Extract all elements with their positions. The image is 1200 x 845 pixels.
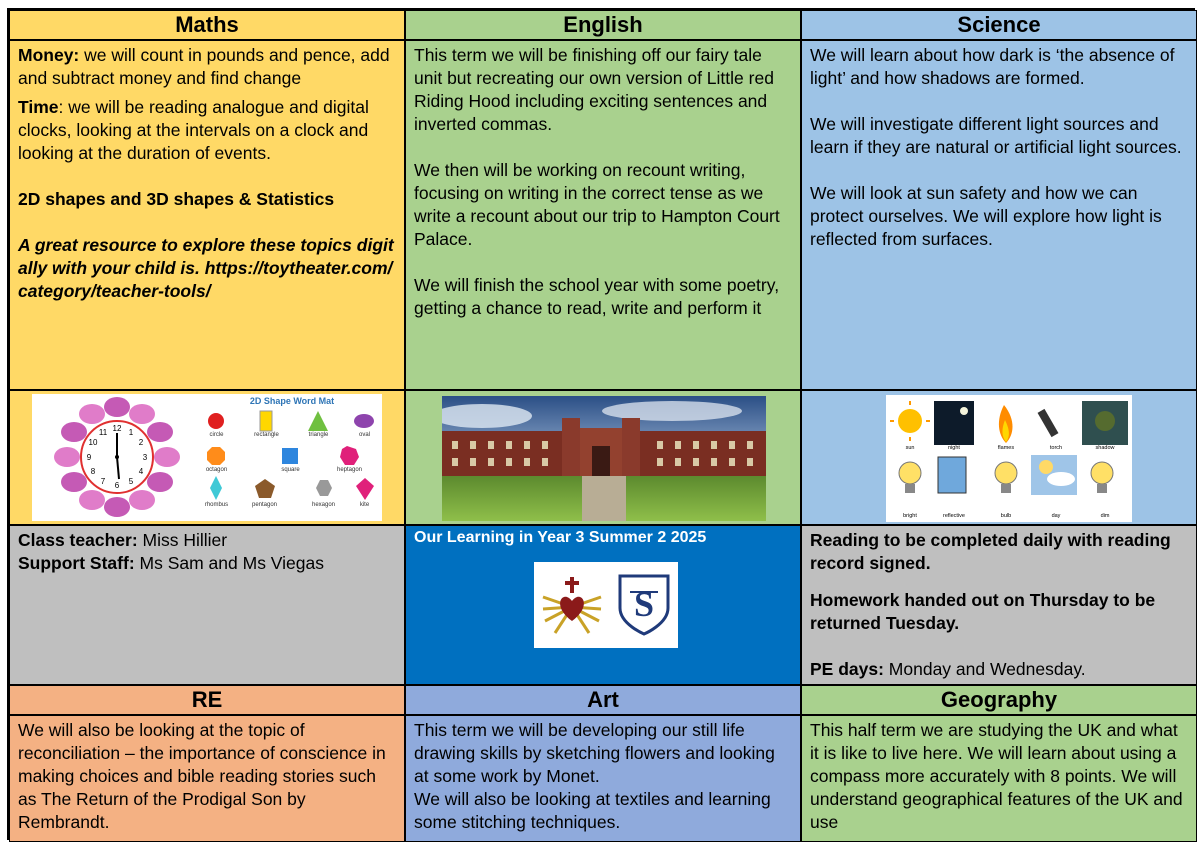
science-p3: We will look at sun safety and how we can protect ourselves. We will explore how light is reflected from surfaces. bbox=[810, 183, 1162, 249]
art-header: Art bbox=[405, 685, 801, 715]
time-label: Time bbox=[18, 97, 59, 117]
shape-label: rectangle bbox=[254, 432, 279, 438]
english-body bbox=[405, 40, 801, 390]
science-p2: We will investigate different light sources and learn if they are natural or artificial light sources. bbox=[810, 114, 1182, 157]
svg-text:9: 9 bbox=[86, 453, 92, 462]
science-card-label: night bbox=[948, 445, 960, 451]
shape-label: heptagon bbox=[336, 467, 363, 473]
staff-cell bbox=[9, 525, 405, 685]
shape-label: oval bbox=[358, 432, 370, 438]
money-text: we will count in pounds and pence, add and subtract money and find change bbox=[18, 45, 390, 88]
center-title: Our Learning in Year 3 Summer 2 2025 bbox=[414, 529, 707, 546]
shape-label: triangle bbox=[308, 432, 329, 438]
shape-label: kite bbox=[359, 502, 370, 508]
maths-shapes: 2D shapes and 3D shapes & Statistics bbox=[18, 189, 335, 209]
svg-text:1: 1 bbox=[128, 428, 134, 437]
science-card-label: dim bbox=[1100, 513, 1110, 519]
svg-text:S: S bbox=[633, 584, 654, 624]
english-p2: We then will be working on recount writing, focusing on writing in the correct tense as we write a recount about our trip to Hampton Court Palace. bbox=[414, 160, 780, 249]
svg-text:12: 12 bbox=[112, 424, 122, 433]
teacher-label: Class teacher: bbox=[18, 530, 138, 550]
topic-web-grid bbox=[7, 8, 1195, 840]
science-card-label: bulb bbox=[1000, 513, 1012, 519]
svg-text:6: 6 bbox=[114, 481, 120, 490]
shape-label: circle bbox=[209, 432, 224, 438]
science-p1: We will learn about how dark is ‘the absence of light’ and how shadows are formed. bbox=[810, 45, 1175, 88]
shape-label: pentagon bbox=[251, 502, 278, 508]
homework-notice: Homework handed out on Thursday to be returned Tuesday. bbox=[810, 590, 1156, 633]
time-text: : we will be reading analogue and digital clocks, looking at the intervals on a clock and looking at the duration of events. bbox=[18, 97, 369, 163]
svg-text:4: 4 bbox=[138, 467, 144, 476]
center-cell bbox=[405, 525, 801, 685]
hampton-court-palace-image bbox=[442, 396, 766, 521]
shape-label: octagon bbox=[205, 467, 228, 473]
shape-label: rhombus bbox=[204, 502, 229, 508]
science-image-cell bbox=[801, 390, 1197, 525]
shape-label: square bbox=[281, 467, 300, 473]
maths-time bbox=[18, 96, 396, 165]
maths-image-cell bbox=[9, 390, 405, 525]
science-card-label: flames bbox=[997, 445, 1015, 451]
svg-text:2: 2 bbox=[138, 438, 144, 447]
english-p3: We will finish the school year with some poetry, getting a chance to read, write and perform it bbox=[414, 275, 780, 318]
maths-header: Maths bbox=[9, 10, 405, 40]
class-teacher bbox=[18, 529, 396, 552]
svg-text:3: 3 bbox=[142, 453, 148, 462]
maths-images bbox=[32, 394, 382, 521]
support-names: Ms Sam and Ms Viegas bbox=[134, 553, 324, 573]
svg-text:7: 7 bbox=[100, 477, 106, 486]
reading-notice: Reading to be completed daily with reading record signed. bbox=[810, 530, 1171, 573]
shape-label: hexagon bbox=[311, 502, 336, 508]
light-word-cards-image bbox=[886, 395, 1132, 522]
maths-resource: A great resource to explore these topics digitally with your child is. https://toytheater.com/category/teacher-tools/ bbox=[18, 235, 394, 301]
art-p1: This term we will be developing our still life drawing skills by sketching flowers and looking at some work by Monet. bbox=[414, 720, 775, 786]
science-card-label: bright bbox=[903, 513, 917, 519]
english-header: English bbox=[405, 10, 801, 40]
science-card-label: day bbox=[1051, 513, 1061, 519]
teacher-name: Miss Hillier bbox=[137, 530, 228, 550]
re-body: We will also be looking at the topic of reconciliation – the importance of conscience in making choices and bible reading stories such as The Return of the Prodigal Son by Rembrandt. bbox=[9, 715, 405, 842]
maths-money bbox=[18, 44, 396, 90]
svg-text:8: 8 bbox=[90, 467, 96, 476]
pe-label: PE days: bbox=[810, 659, 884, 679]
shape-mat-title: 2D Shape Word Mat bbox=[249, 396, 335, 406]
school-shield-logo bbox=[616, 572, 672, 638]
svg-text:5: 5 bbox=[128, 477, 134, 486]
svg-text:10: 10 bbox=[88, 438, 98, 447]
school-logos bbox=[534, 562, 678, 648]
support-label: Support Staff: bbox=[18, 553, 135, 573]
shape-word-mat-image bbox=[202, 394, 382, 521]
pe-days: Monday and Wednesday. bbox=[883, 659, 1086, 679]
science-header: Science bbox=[801, 10, 1197, 40]
geography-body: This half term we are studying the UK and what it is like to live here. We will learn about using a compass more accurately with 8 points. We will understand geographical features of the UK and use bbox=[801, 715, 1197, 842]
science-card-label: torch bbox=[1049, 445, 1063, 451]
notices-cell bbox=[801, 525, 1197, 685]
heart-cross-logo bbox=[541, 575, 603, 635]
re-header: RE bbox=[9, 685, 405, 715]
maths-body bbox=[9, 40, 405, 390]
clock-flower-image bbox=[32, 394, 202, 521]
english-p1: This term we will be finishing off our fairy tale unit but recreating our own version of Little red Riding Hood including exciting sentences and inverted commas. bbox=[414, 45, 774, 134]
science-card-label: shadow bbox=[1095, 445, 1115, 451]
art-p2: We will also be looking at textiles and learning some stitching techniques. bbox=[414, 789, 771, 832]
money-label: Money: bbox=[18, 45, 80, 65]
support-staff bbox=[18, 552, 396, 575]
english-image-cell bbox=[405, 390, 801, 525]
svg-text:11: 11 bbox=[98, 428, 108, 437]
science-body bbox=[801, 40, 1197, 390]
geography-header: Geography bbox=[801, 685, 1197, 715]
art-body bbox=[405, 715, 801, 842]
pe-notice bbox=[810, 658, 1188, 681]
science-card-label: sun bbox=[905, 445, 915, 451]
science-card-label: reflective bbox=[942, 513, 965, 519]
